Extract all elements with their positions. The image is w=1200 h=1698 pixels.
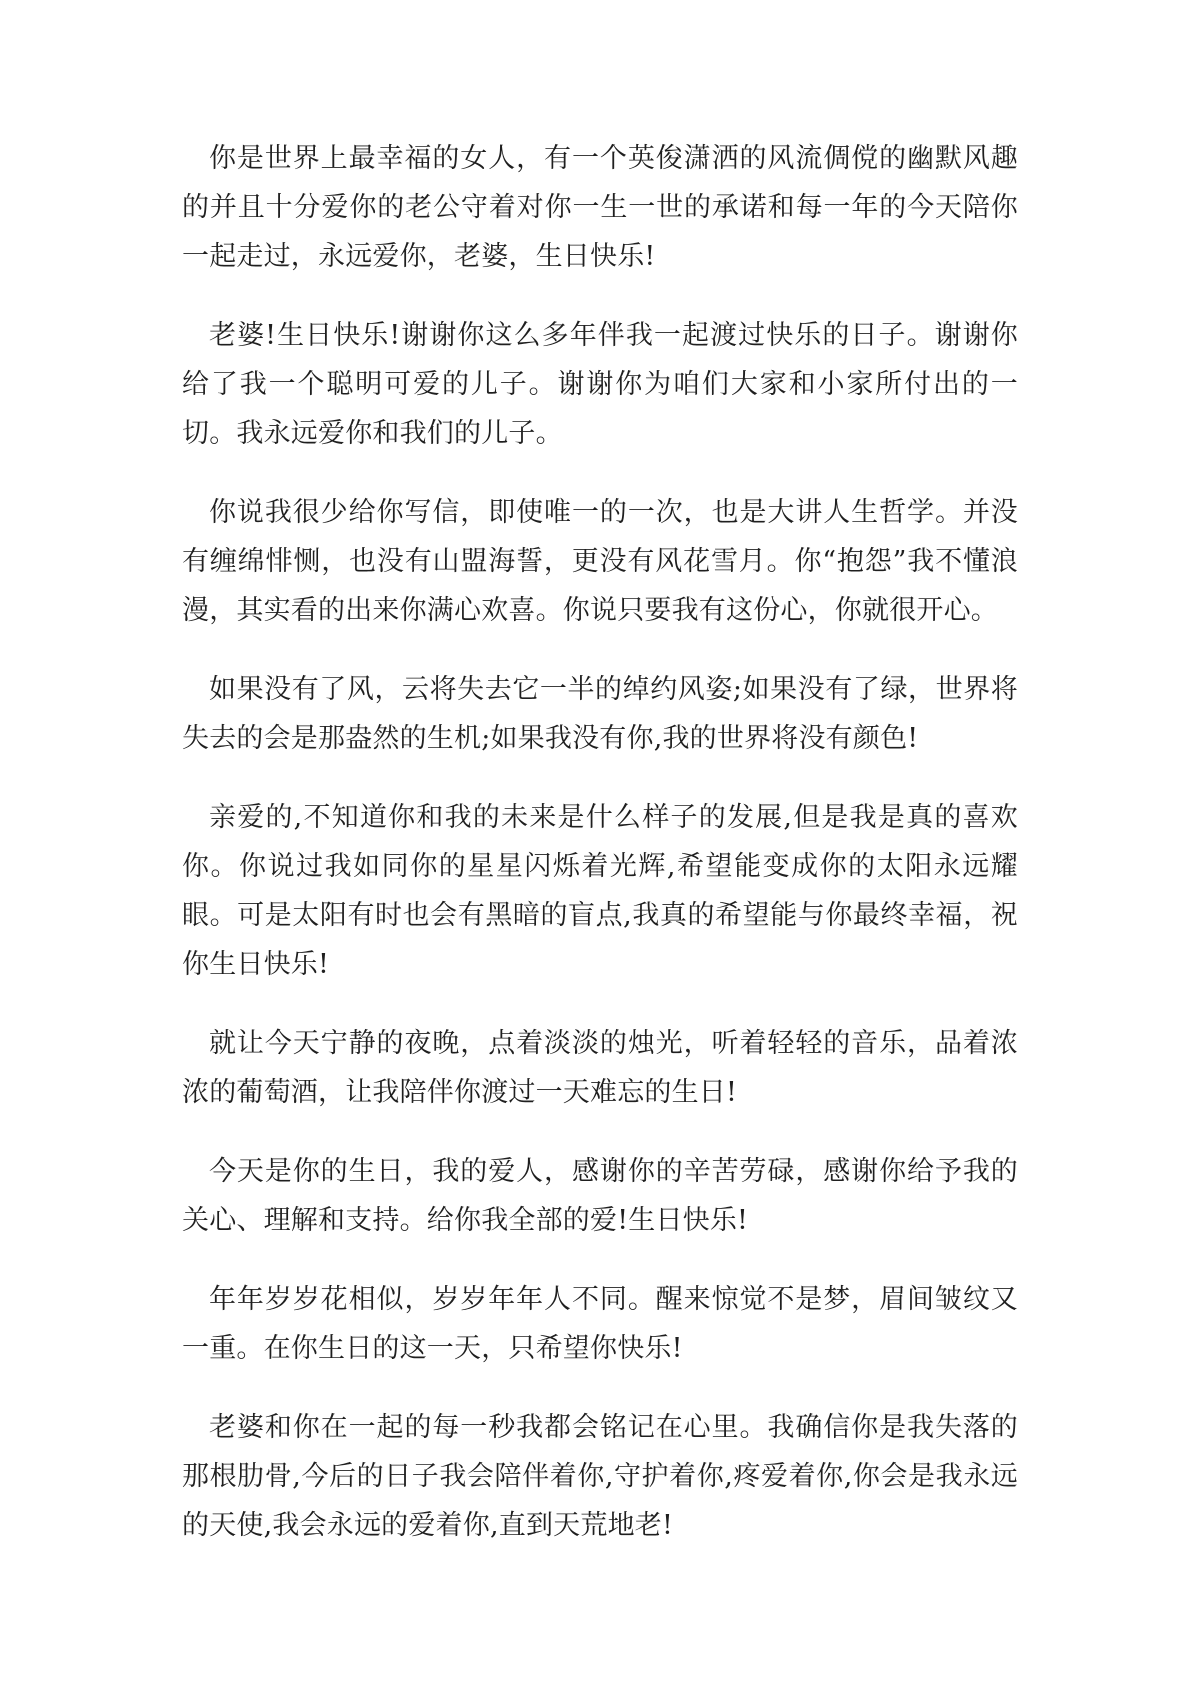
- paragraph-5: 亲爱的,不知道你和我的未来是什么样子的发展,但是我是真的喜欢你。你说过我如同你的星星闪烁着光辉,希望能变成你的太阳永远耀眼。可是太阳有时也会有黑暗的盲点,我真的希望能与你最终幸福，祝你生日快乐!: [182, 802, 1018, 980]
- paragraph-9: 老婆和你在一起的每一秒我都会铭记在心里。我确信你是我失落的那根肋骨,今后的日子我会陪伴着你,守护着你,疼爱着你,你会是我永远的天使,我会永远的爱着你,直到天荒地老!: [182, 1412, 1018, 1541]
- paragraph-1: 你是世界上最幸福的女人，有一个英俊潇洒的风流倜傥的幽默风趣的并且十分爱你的老公守着对你一生一世的承诺和每一年的今天陪你一起走过，永远爱你，老婆，生日快乐!: [182, 143, 1018, 272]
- paragraph-8: 年年岁岁花相似，岁岁年年人不同。醒来惊觉不是梦，眉间皱纹又一重。在你生日的这一天，只希望你快乐!: [182, 1284, 1018, 1364]
- paragraph-4: 如果没有了风，云将失去它一半的绰约风姿;如果没有了绿，世界将失去的会是那盎然的生机;如果我没有你,我的世界将没有颜色!: [182, 674, 1018, 754]
- paragraph-6: 就让今天宁静的夜晚，点着淡淡的烛光，听着轻轻的音乐，品着浓浓的葡萄酒，让我陪伴你渡过一天难忘的生日!: [182, 1028, 1018, 1108]
- paragraph-3: 你说我很少给你写信，即使唯一的一次，也是大讲人生哲学。并没有缠绵悱恻，也没有山盟海誓，更没有风花雪月。你“抱怨”我不懂浪漫，其实看的出来你满心欢喜。你说只要我有这份心，你就很开心。: [182, 497, 1018, 626]
- paragraph-7: 今天是你的生日，我的爱人，感谢你的辛苦劳碌，感谢你给予我的关心、理解和支持。给你我全部的爱!生日快乐!: [182, 1156, 1018, 1236]
- document-body: [182, 134, 1018, 1550]
- paragraph-2: 老婆!生日快乐!谢谢你这么多年伴我一起渡过快乐的日子。谢谢你给了我一个聪明可爱的儿子。谢谢你为咱们大家和小家所付出的一切。我永远爱你和我们的儿子。: [182, 320, 1018, 449]
